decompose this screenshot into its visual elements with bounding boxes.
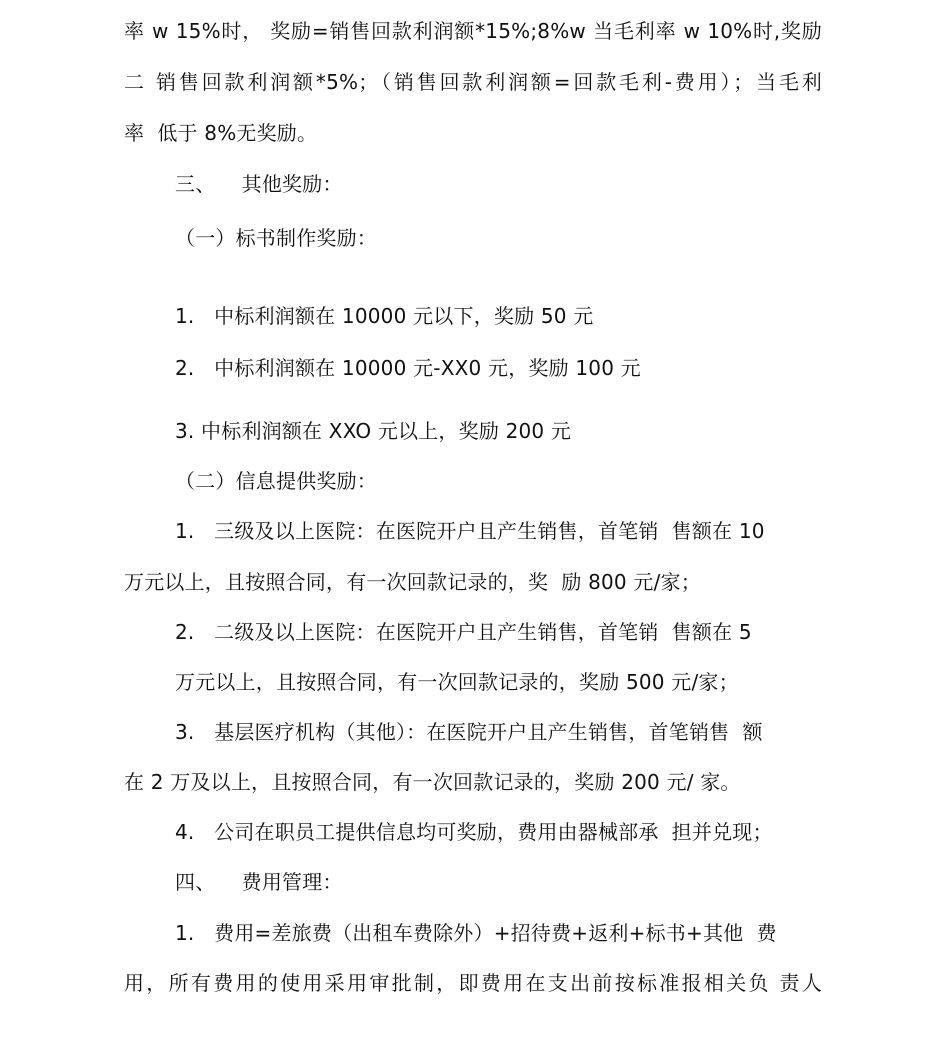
text-line-continuation-4: 用，所有费用的使用采用审批制，即费用在支出前按标准报相关负 责人 — [124, 971, 822, 995]
list-item-3: 3. 中标利润额在 XXO 元以上，奖励 200 元 — [175, 419, 572, 443]
text-line-2: 二 销售回款利润额*5%；（销售回款利润额=回款毛利-费用）；当毛利 — [124, 70, 822, 94]
text-line-3: 率 低于 8%无奖励。 — [124, 121, 318, 145]
list-item-8: 1. 费用=差旅费（出租车费除外）+招待费+返利+标书+其他 费 — [175, 921, 777, 945]
section-heading-4: 四、 费用管理： — [175, 870, 343, 894]
list-item-1: 1. 中标利润额在 10000 元以下，奖励 50 元 — [175, 304, 594, 328]
list-item-2: 2. 中标利润额在 10000 元-XX0 元，奖励 100 元 — [175, 356, 641, 380]
text-line-continuation-3: 在 2 万及以上，且按照合同，有一次回款记录的，奖励 200 元/ 家。 — [124, 770, 741, 794]
subsection-heading-2: （二）信息提供奖励： — [175, 469, 377, 493]
subsection-heading-1: （一）标书制作奖励： — [175, 226, 377, 250]
section-heading-3: 三、 其他奖励： — [175, 172, 343, 196]
list-item-6: 3. 基层医疗机构（其他）：在医院开户且产生销售，首笔销售 额 — [175, 720, 763, 744]
list-item-4: 1. 三级及以上医院：在医院开户且产生销售，首笔销 售额在 10 — [175, 519, 765, 543]
text-line-continuation-2: 万元以上，且按照合同，有一次回款记录的，奖励 500 元/家； — [175, 670, 739, 694]
text-line-1: 率 w 15%时， 奖励=销售回款利润额*15%;8%w 当毛利率 w 10%时,奖励 — [124, 19, 822, 43]
text-line-continuation-1: 万元以上，且按照合同，有一次回款记录的，奖 励 800 元/家； — [124, 570, 701, 594]
list-item-7: 4. 公司在职员工提供信息均可奖励，费用由器械部承 担并兑现； — [175, 820, 773, 844]
list-item-5: 2. 二级及以上医院：在医院开户且产生销售，首笔销 售额在 5 — [175, 620, 752, 644]
